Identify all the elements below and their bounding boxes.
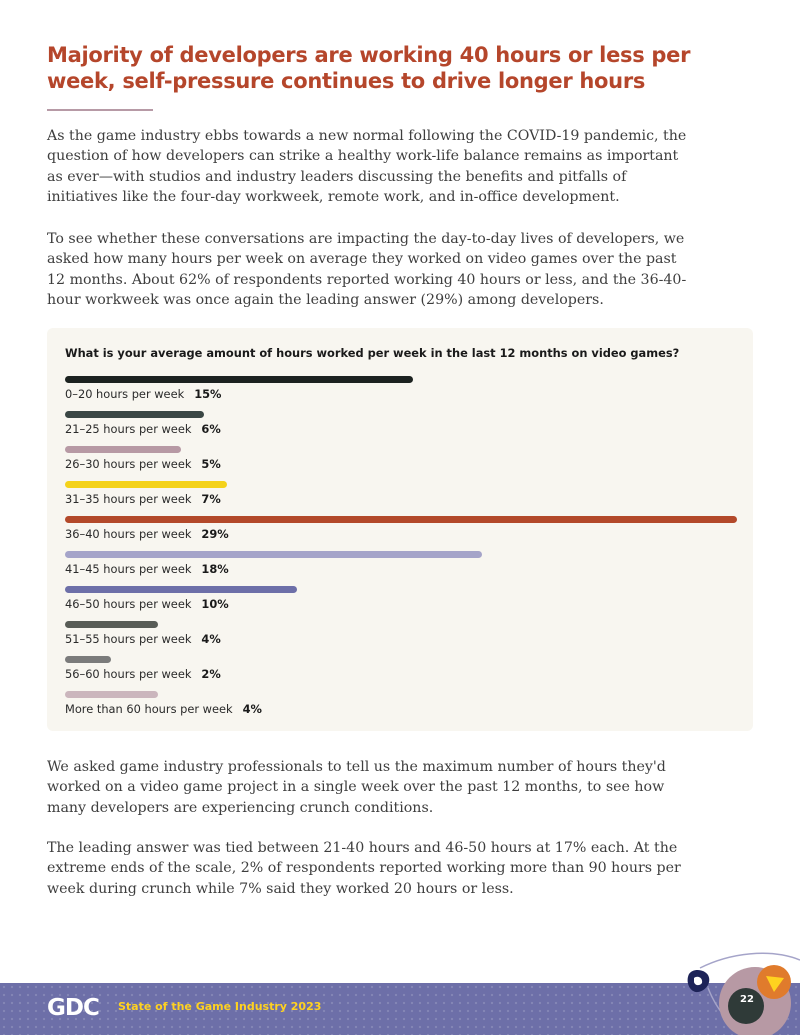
bar-row: [65, 516, 737, 550]
bar-label: [65, 457, 221, 471]
chart-title: What is your average amount of hours worked per week in the last 12 months on video games?: [65, 346, 680, 360]
category-label: 41–45 hours per week: [65, 562, 192, 576]
bar-row: [65, 656, 737, 690]
bar: [65, 481, 227, 488]
bar: [65, 586, 297, 593]
bar: [65, 446, 181, 453]
intro-paragraph-1: As the game industry ebbs towards a new normal following the COVID-19 pandemic, the question of how developers can strike a healthy work-life balance remains as important as ever—with studios and industry leaders discussing the benefits and pitfalls of initiatives like the four-day workweek, remote work, and in-office development.: [47, 128, 687, 206]
bar-chart: [65, 328, 737, 731]
bar-label: [65, 422, 221, 436]
bar: [65, 551, 482, 558]
bar: [65, 691, 158, 698]
bar: [65, 411, 204, 418]
closing-paragraph-2: The leading answer was tied between 21-40 hours and 46-50 hours at 17% each. At the extreme ends of the scale, 2% of respondents reported working more than 90 hours per week during crunch while 7% said they worked 20 hours or less.: [47, 840, 681, 897]
bar: [65, 621, 158, 628]
bar-label: [65, 492, 221, 506]
value-label: 29%: [201, 527, 229, 541]
bar-row: [65, 586, 737, 620]
bar-label: [65, 597, 229, 611]
bar-row: [65, 411, 737, 445]
hours-chart-panel: [47, 328, 753, 731]
category-label: 21–25 hours per week: [65, 422, 192, 436]
report-title: State of the Game Industry 2023: [118, 1000, 322, 1013]
value-label: 4%: [201, 632, 221, 646]
value-label: 7%: [201, 492, 221, 506]
value-label: 18%: [201, 562, 229, 576]
category-label: 26–30 hours per week: [65, 457, 192, 471]
bar: [65, 516, 737, 523]
category-label: 31–35 hours per week: [65, 492, 192, 506]
value-label: 4%: [242, 702, 262, 716]
value-label: 10%: [201, 597, 229, 611]
bar: [65, 656, 111, 663]
gdc-logo: GDC: [47, 995, 99, 1021]
category-label: 0–20 hours per week: [65, 387, 185, 401]
bar-row: [65, 691, 737, 725]
category-label: 56–60 hours per week: [65, 667, 192, 681]
value-label: 2%: [201, 667, 221, 681]
bar-label: [65, 527, 229, 541]
bar-row: [65, 621, 737, 655]
bar-row: [65, 446, 737, 480]
category-label: More than 60 hours per week: [65, 702, 233, 716]
closing-paragraph-1: We asked game industry professionals to tell us the maximum number of hours they'd worked on a video game project in a single week over the past 12 months, to see how many developers are experiencing crunch conditions.: [47, 759, 666, 816]
bar-label: [65, 632, 221, 646]
value-label: 5%: [201, 457, 221, 471]
bar: [65, 376, 413, 383]
value-label: 6%: [201, 422, 221, 436]
bar-label: [65, 667, 221, 681]
decorative-shapes-icon: [660, 948, 800, 1035]
category-label: 51–55 hours per week: [65, 632, 192, 646]
page-heading: Majority of developers are working 40 hours or less per week, self-pressure continues to drive longer hours: [47, 43, 691, 93]
bar-row: [65, 551, 737, 585]
value-label: 15%: [194, 387, 222, 401]
intro-paragraph-2: To see whether these conversations are impacting the day-to-day lives of developers, we asked how many hours per week on average they worked on video games over the past 12 months. About 62% of respondents reported working 40 hours or less, and the 36-40-hour workweek was once again the leading answer (29%) among developers.: [47, 231, 687, 309]
bar-row: [65, 376, 737, 410]
category-label: 46–50 hours per week: [65, 597, 192, 611]
heading-divider: [47, 109, 153, 111]
page-number: 22: [740, 994, 754, 1005]
bar-label: [65, 702, 262, 716]
bar-row: [65, 481, 737, 515]
bar-label: [65, 387, 221, 401]
category-label: 36–40 hours per week: [65, 527, 192, 541]
bar-label: [65, 562, 229, 576]
